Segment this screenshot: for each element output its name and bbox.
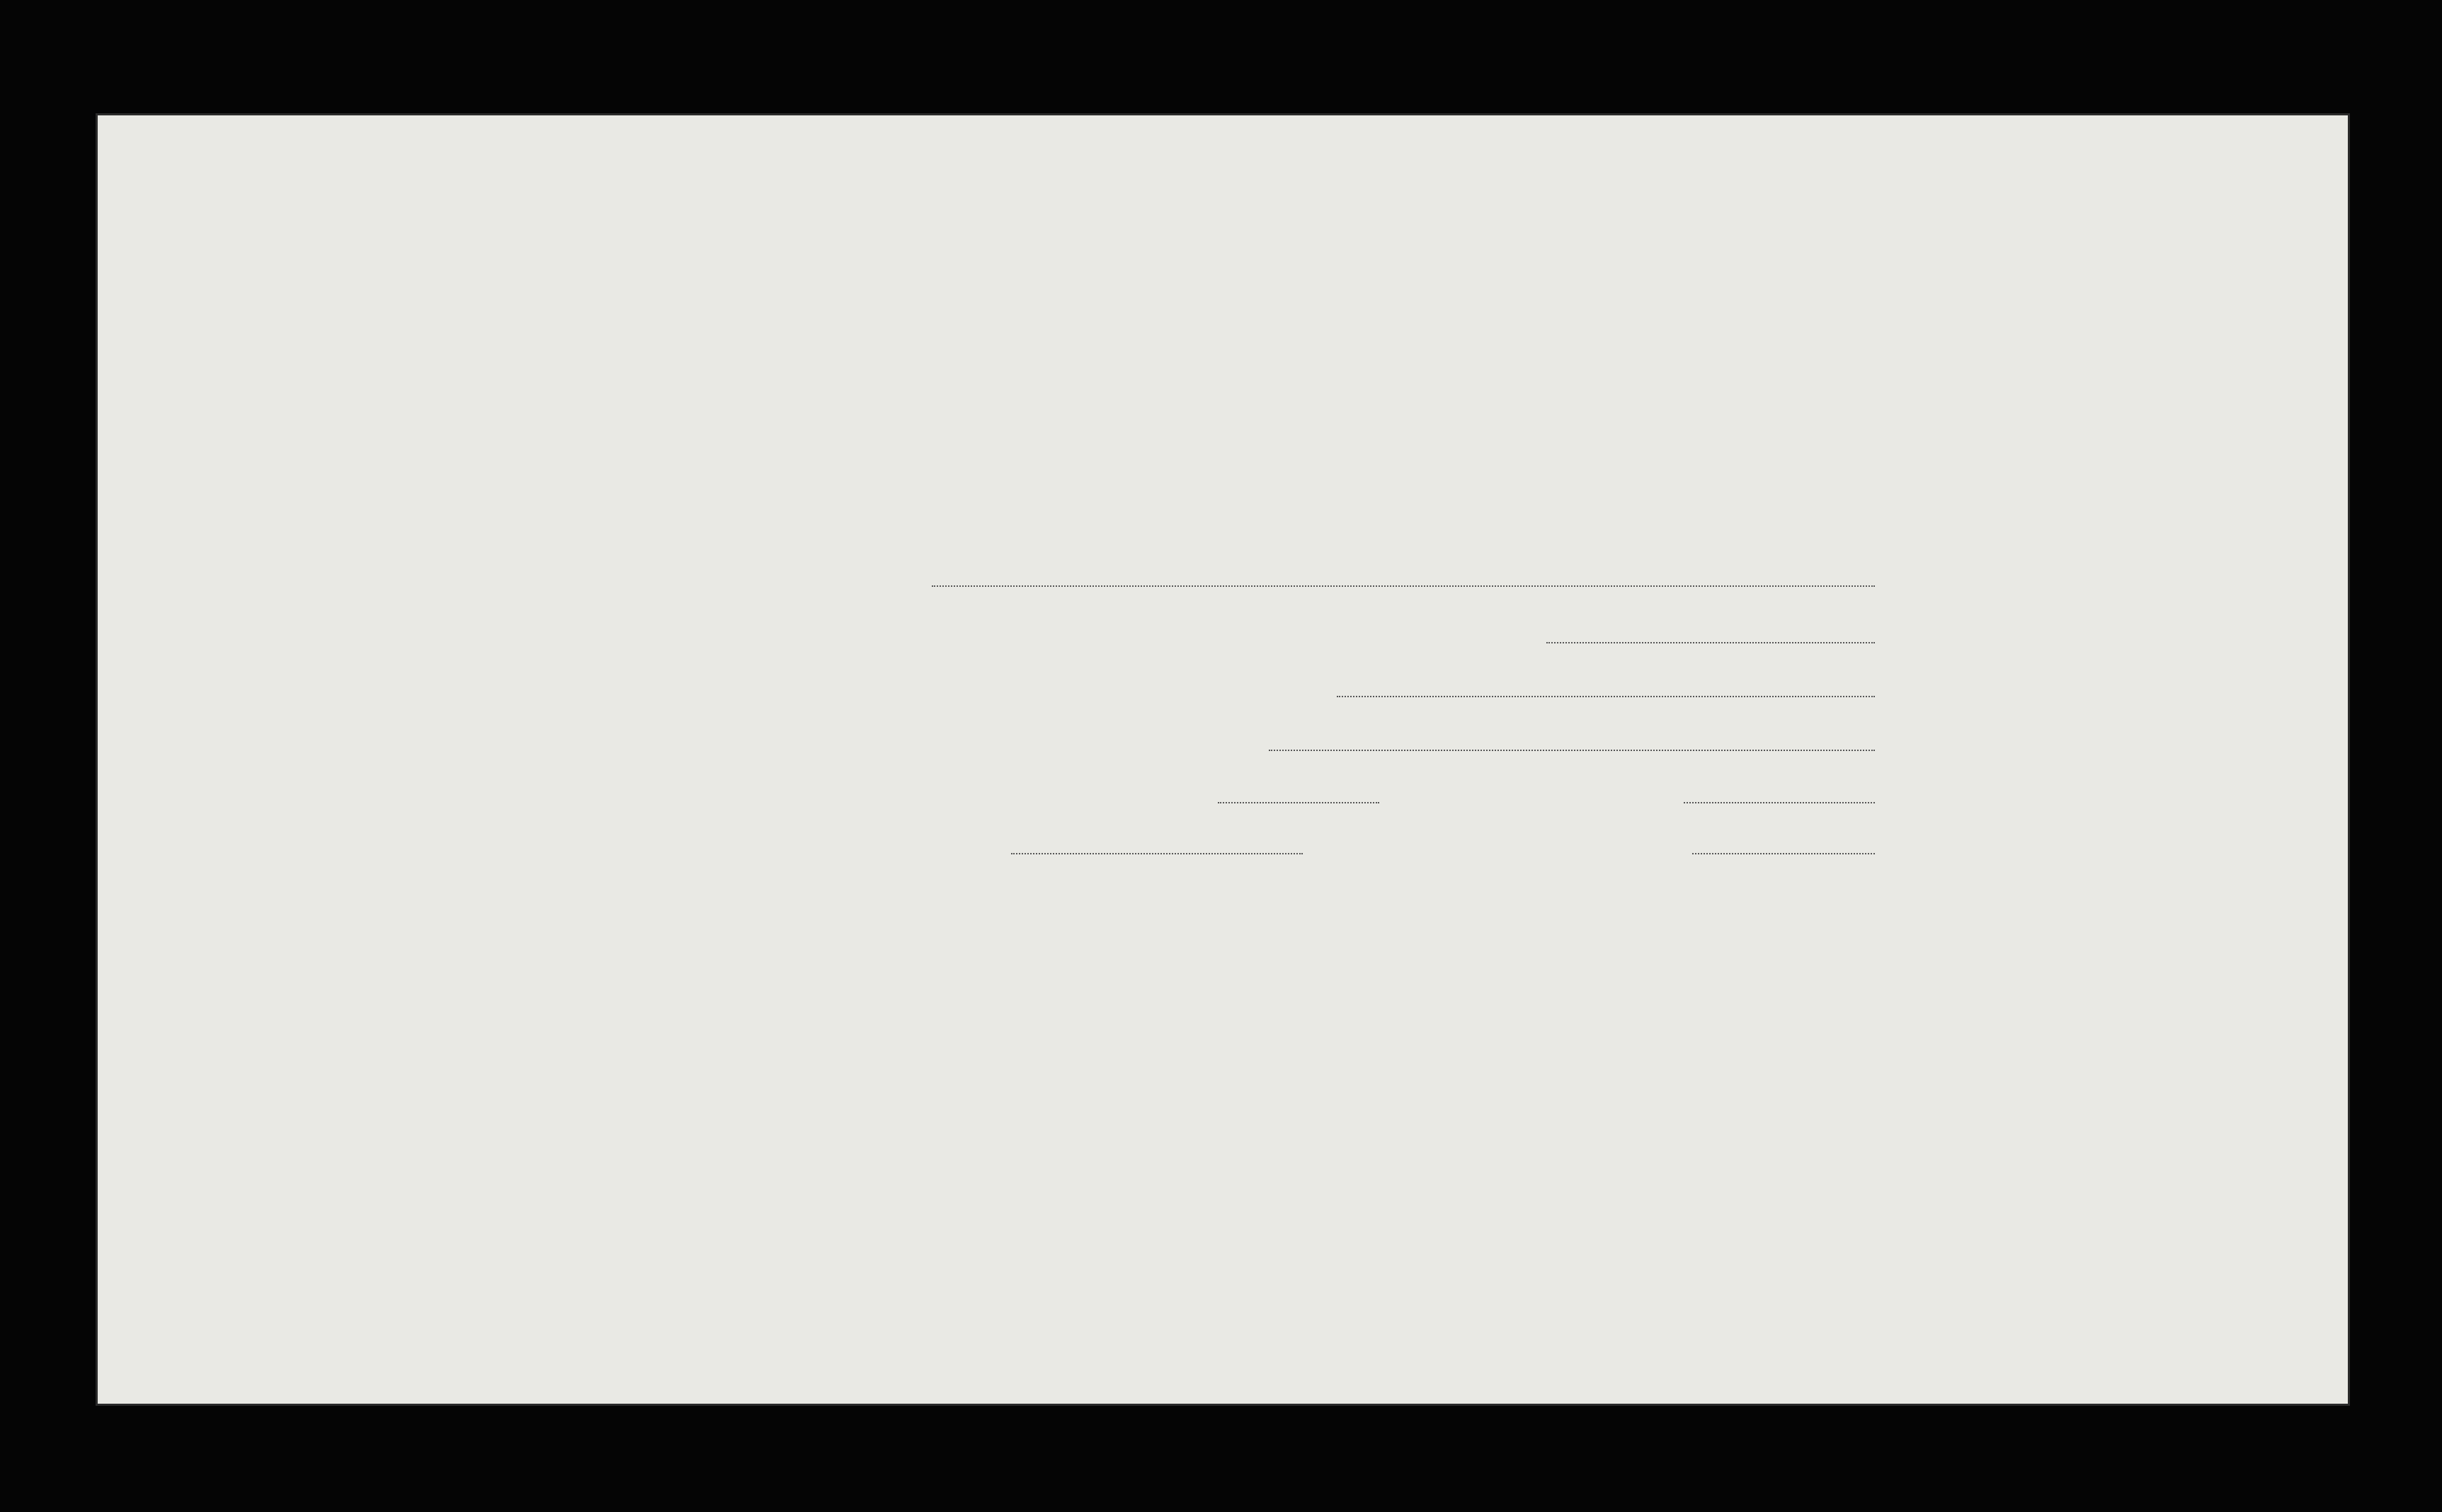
table-grid	[98, 115, 2348, 1404]
census-card	[98, 115, 2348, 1404]
